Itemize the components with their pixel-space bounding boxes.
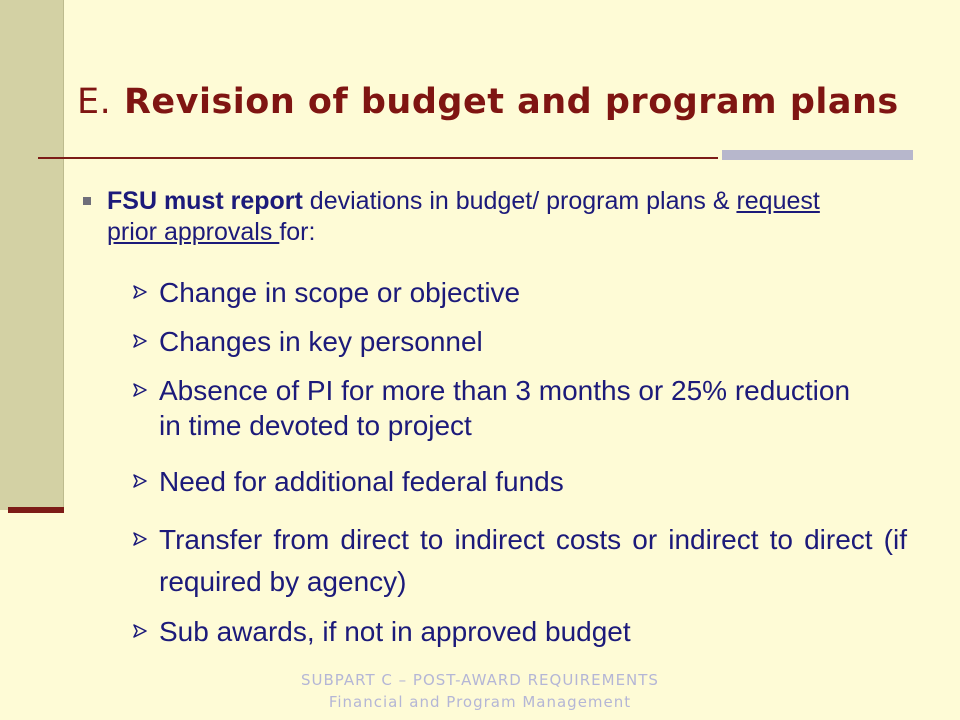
sub-bullet	[132, 519, 907, 603]
arrow-bullet-icon	[132, 531, 148, 547]
arrow-bullet-icon	[132, 623, 148, 639]
sub-bullet-text: Change in scope or objective	[159, 277, 521, 308]
arrow-bullet-icon	[132, 473, 148, 489]
main-bullet-text-2: for:	[279, 218, 316, 246]
main-bullet-text-1: deviations in budget/ program plans &	[302, 187, 737, 215]
left-band-accent-bar	[8, 507, 64, 513]
main-bullet-text	[107, 186, 863, 248]
sub-bullet	[132, 324, 907, 359]
sub-bullet-text: Absence of PI for more than 3 months or 25% reduction in time devoted to project	[159, 375, 851, 441]
title-accent-bar	[722, 150, 913, 160]
sub-bullet-text: Changes in key personnel	[159, 326, 483, 357]
sub-bullet-text: Need for additional federal funds	[159, 466, 564, 497]
left-decorative-band	[0, 0, 64, 510]
sub-bullet	[132, 464, 907, 499]
title-text: Revision of budget and program plans	[123, 82, 899, 122]
main-bullet-underlined: request prior approvals	[107, 187, 820, 246]
sub-bullet	[132, 373, 852, 443]
main-bullet	[83, 186, 863, 248]
title-underline-rule	[38, 157, 718, 159]
sub-bullet	[132, 275, 907, 310]
slide-title	[77, 82, 937, 122]
title-section-letter: E.	[77, 82, 112, 122]
sub-bullet	[132, 614, 907, 649]
footer-line-2: Financial and Program Management	[328, 693, 632, 711]
arrow-bullet-icon	[132, 382, 148, 398]
sub-bullet-text: Sub awards, if not in approved budget	[159, 616, 631, 647]
square-bullet-icon	[83, 197, 91, 205]
sub-bullet-text: Transfer from direct to indirect costs or indirect to direct (if required by agency)	[159, 524, 907, 597]
arrow-bullet-icon	[132, 284, 148, 300]
arrow-bullet-icon	[132, 333, 148, 349]
footer-line-1: SUBPART C – POST-AWARD REQUIREMENTS	[301, 671, 659, 689]
main-bullet-bold: FSU must report	[107, 187, 303, 215]
